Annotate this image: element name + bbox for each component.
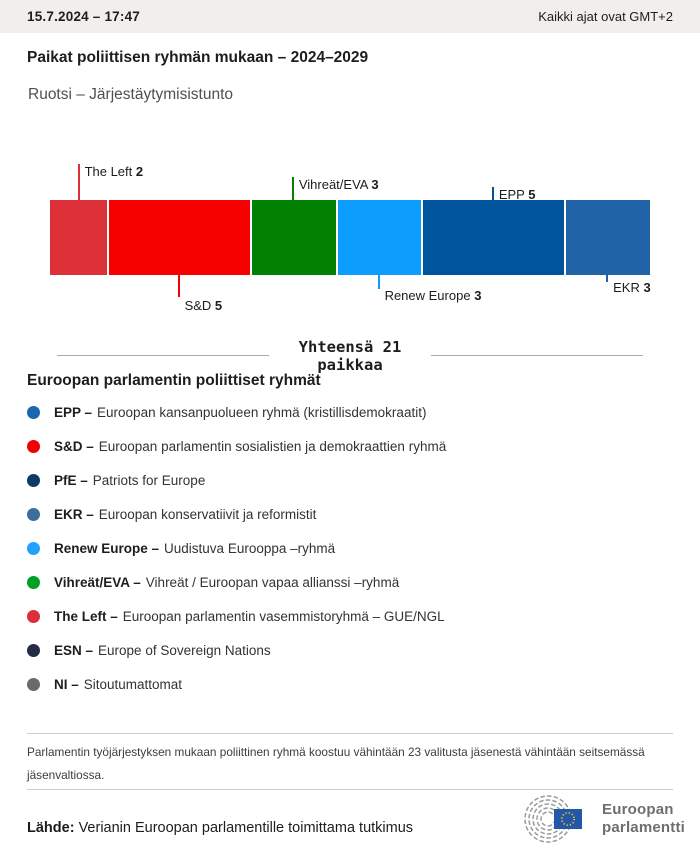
seat-tick-renew-europe [378, 275, 380, 289]
legend-item-renew-europe [27, 531, 675, 565]
legend-item-vihre-t-eva [27, 565, 675, 599]
legend-desc: Europe of Sovereign Nations [98, 642, 271, 658]
seat-tick-ekr [606, 275, 608, 282]
legend-desc: Sitoutumattomat [83, 676, 183, 692]
legend-dot-the-left [27, 610, 40, 623]
legend-list [27, 395, 675, 701]
total-seats-line2: paikkaa [317, 356, 383, 374]
legend-desc: Euroopan kansanpuolueen ryhmä (kristillisdemokraatit) [97, 404, 427, 420]
legend-abbr: Renew Europe – [54, 540, 160, 556]
source-divider [27, 789, 673, 790]
eu-flag [554, 809, 582, 829]
seat-chart [0, 140, 700, 330]
ep-logo-text [602, 801, 685, 837]
seat-segment-renew-europe[interactable] [336, 200, 422, 275]
footnote: Parlamentin työjärjestyksen mukaan poliittinen ryhmä koostuu vähintään 23 valitusta jäsenestä vähintään seitsemässä jäsenvaltiossa. [27, 745, 645, 782]
seat-tick-s-d [178, 275, 180, 297]
datetime-label: 15.7.2024 – 17:47 [27, 9, 140, 24]
seat-tick-the-left [78, 164, 80, 200]
page-title: Paikat poliittisen ryhmän mukaan – 2024–2029 [27, 49, 369, 66]
source-label: Lähde: [27, 820, 75, 836]
legend-abbr: Vihreät/EVA – [54, 574, 141, 590]
divider-line-left [57, 355, 269, 356]
legend-item-s-d [27, 429, 675, 463]
legend-abbr: PfE – [54, 472, 88, 488]
seat-label-s-d: S&D 5 [184, 298, 223, 313]
page-subtitle: Ruotsi – Järjestäytymisistunto [28, 86, 234, 103]
legend-item-epp [27, 395, 675, 429]
legend-dot-vihre-t-eva [27, 576, 40, 589]
seat-segment-ekr[interactable] [564, 200, 650, 275]
legend-dot-epp [27, 406, 40, 419]
legend-desc: Euroopan konservatiivit ja reformistit [98, 506, 317, 522]
legend-dot-ni [27, 678, 40, 691]
ep-hemicycle-flag-icon [514, 794, 594, 844]
seat-segment-s-d[interactable] [107, 200, 250, 275]
topbar [0, 0, 700, 33]
total-seats-label [299, 338, 402, 374]
seat-label-epp: EPP 5 [498, 187, 536, 202]
legend-desc: Euroopan parlamentin sosialistien ja demokraattien ryhmä [98, 438, 447, 454]
ep-logo-text-line1: Euroopan [602, 801, 674, 818]
seat-tick-epp [492, 187, 494, 200]
seat-tick-vihre-t-eva [292, 177, 294, 200]
legend-item-ni [27, 667, 675, 701]
legend-abbr: The Left – [54, 608, 118, 624]
divider-line-right [431, 355, 643, 356]
legend-heading: Euroopan parlamentin poliittiset ryhmät [27, 372, 321, 389]
legend-abbr: S&D – [54, 438, 94, 454]
legend-desc: Euroopan parlamentin vasemmistoryhmä – GUE/NGL [122, 608, 445, 624]
total-seats-divider [57, 338, 643, 374]
legend-dot-renew-europe [27, 542, 40, 555]
legend-item-ekr [27, 497, 675, 531]
ep-logo-text-line2: parlamentti [602, 819, 686, 836]
legend-abbr: ESN – [54, 642, 94, 658]
legend-item-esn [27, 633, 675, 667]
legend-desc: Vihreät / Euroopan vapaa allianssi –ryhmä [145, 574, 400, 590]
seat-label-renew-europe: Renew Europe 3 [384, 288, 482, 303]
total-seats-line1: Yhteensä 21 [298, 338, 402, 356]
legend-item-pfe [27, 463, 675, 497]
ep-logo[interactable] [514, 794, 685, 844]
legend-item-the-left [27, 599, 675, 633]
source-text: Verianin Euroopan parlamentille toimittama tutkimus [78, 820, 414, 836]
footnote-divider [27, 733, 673, 734]
seat-label-ekr: EKR 3 [613, 280, 651, 295]
seat-bar [50, 200, 650, 275]
legend-dot-s-d [27, 440, 40, 453]
legend-abbr: EPP – [54, 404, 93, 420]
seat-segment-vihre-t-eva[interactable] [250, 200, 336, 275]
legend-dot-esn [27, 644, 40, 657]
source-line [27, 820, 413, 836]
legend-abbr: NI – [54, 676, 79, 692]
timezone-note: Kaikki ajat ovat GMT+2 [538, 9, 673, 24]
seat-segment-epp[interactable] [421, 200, 564, 275]
seat-label-vihre-t-eva: Vihreät/EVA 3 [298, 177, 379, 192]
legend-dot-ekr [27, 508, 40, 521]
legend-abbr: EKR – [54, 506, 94, 522]
seat-segment-the-left[interactable] [50, 200, 107, 275]
seat-label-the-left: The Left 2 [84, 164, 144, 179]
legend-dot-pfe [27, 474, 40, 487]
legend-desc: Patriots for Europe [92, 472, 206, 488]
legend-desc: Uudistuva Eurooppa –ryhmä [164, 540, 336, 556]
